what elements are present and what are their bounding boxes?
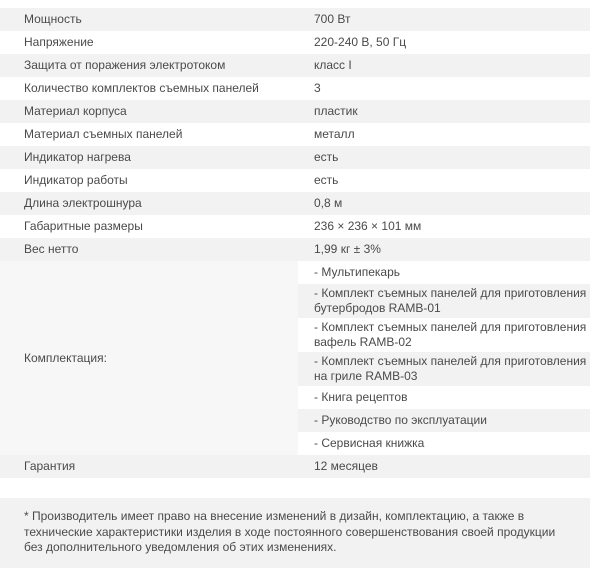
kit-item: - Комплект съемных панелей для приготовления вафель RAMB-02	[298, 318, 590, 352]
kit-item: - Сервисная книжка	[298, 432, 590, 455]
spec-name: Гарантия	[0, 455, 298, 478]
spec-name: Материал корпуса	[0, 100, 298, 123]
kit-item: - Комплект съемных панелей для приготовления на гриле RAMB-03	[298, 352, 590, 386]
spec-value: 0,8 м	[298, 192, 590, 215]
kit-item: - Книга рецептов	[298, 386, 590, 409]
kit-item: - Руководство по эксплуатации	[298, 409, 590, 432]
spec-row-power-indicator	[0, 169, 590, 192]
spec-value: есть	[314, 173, 339, 187]
spec-value: 700 Вт	[298, 8, 590, 31]
spec-row-dimensions	[0, 215, 590, 238]
spec-value: 220-240 В, 50 Гц	[314, 35, 407, 49]
spec-value: 3	[314, 81, 321, 95]
spec-name: Длина электрошнура	[0, 192, 298, 215]
spec-name: Материал съемных панелей	[24, 127, 183, 141]
spec-row-warranty	[0, 455, 590, 478]
spec-name: Мощность	[0, 8, 298, 31]
spec-value: металл	[314, 127, 355, 141]
spec-row-panel-material	[0, 123, 590, 146]
kit-item: - Комплект съемных панелей для приготовления бутербродов RAMB-01	[298, 284, 590, 318]
spec-name: Индикатор нагрева	[0, 146, 298, 169]
spec-value: 1,99 кг ± 3%	[298, 238, 590, 261]
spec-value: класс I	[298, 54, 590, 77]
spec-row-cord-length	[0, 192, 590, 215]
spec-row-heat-indicator	[0, 146, 590, 169]
spec-row-voltage	[0, 31, 590, 54]
spec-name: Габаритные размеры	[24, 219, 143, 233]
spec-name: Индикатор работы	[24, 173, 128, 187]
spec-value: есть	[298, 146, 590, 169]
kit-label: Комплектация:	[0, 261, 298, 455]
spec-name: Вес нетто	[0, 238, 298, 261]
spec-row-body-material	[0, 100, 590, 123]
spec-value: 12 месяцев	[298, 455, 590, 478]
spec-value: пластик	[298, 100, 590, 123]
spec-row-power	[0, 8, 590, 31]
kit-item: - Мультипекарь	[298, 261, 590, 284]
kit-row	[0, 261, 590, 284]
spec-value: 236 × 236 × 101 мм	[314, 219, 422, 233]
spec-row-panel-sets	[0, 77, 590, 100]
spec-name: Количество комплектов съемных панелей	[24, 81, 259, 95]
spec-row-net-weight	[0, 238, 590, 261]
specifications-table	[0, 8, 590, 478]
spec-name: Напряжение	[24, 35, 94, 49]
spec-row-protection	[0, 54, 590, 77]
spec-name: Защита от поражения электротоком	[0, 54, 298, 77]
disclaimer-note: * Производитель имеет право на внесение изменений в дизайн, комплектацию, а также в технические характеристики изделия в ходе постоянного совершенствования своей продукции без дополнительного уведомления об этих изменениях.	[0, 498, 590, 568]
